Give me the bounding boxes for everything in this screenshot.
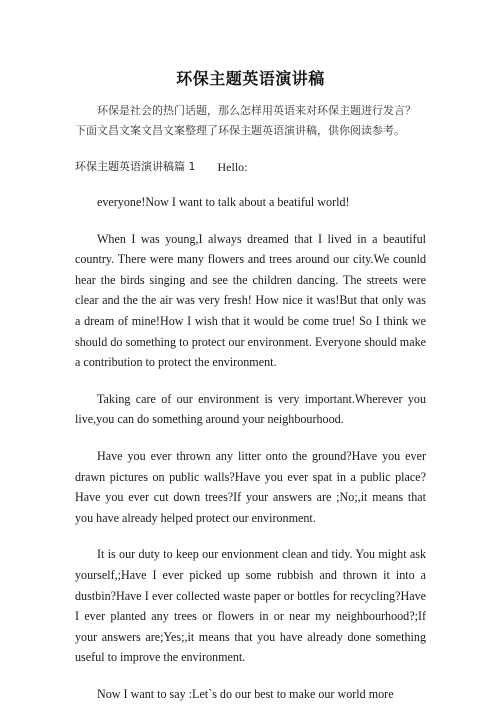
paragraph: Have you ever thrown any litter onto the ground?Have you ever drawn pictures on public walls?Have you ever spat in a public place?Have you ever cut down trees?If your answers are ;No;,it means that you have already helped protect our environment.	[75, 448, 426, 525]
document-title: 环保主题英语演讲稿	[176, 69, 325, 88]
paragraph: Now I want to say :Let`s do our best to make our world more	[97, 686, 394, 701]
paragraph: Taking care of our environment is very important.Wherever you live,you can do something around your neighbourhood.	[75, 391, 426, 427]
section-title: 环保主题英语演讲稿篇 1	[75, 160, 196, 173]
intro-paragraph: 环保是社会的热门话题，那么怎样用英语来对环保主题进行发言？下面文昌文案文昌文案整理了环保主题英语演讲稿，供你阅读参考。	[75, 104, 416, 137]
paragraph: It is our duty to keep our envionment clean and tidy. You might ask yourself,;Have I ever picked up some rubbish and thrown it into a dustbin?Have I ever collected waste paper or bottles for recycling?Have I ever planted any trees or flowers in or near my neighbourhood?;If your answers are;Yes;,it means that you have already done something useful to improve the environment.	[75, 547, 426, 665]
paragraph: everyone!Now I want to talk about a beatiful world!	[97, 195, 350, 209]
paragraph: When I was young,I always dreamed that I lived in a beautiful country. There were many flowers and trees around our city.We counld hear the birds singing and see the children dancing. The streets were clear and the the air was very fresh! How nice it was!But that only was a dream of mine!How I wish that it would be come true! So I think we should do something to protect our environment. Everyone should make a contribution to protect the environment.	[75, 231, 426, 370]
section-heading	[75, 157, 426, 177]
greeting: Hello:	[217, 160, 248, 174]
